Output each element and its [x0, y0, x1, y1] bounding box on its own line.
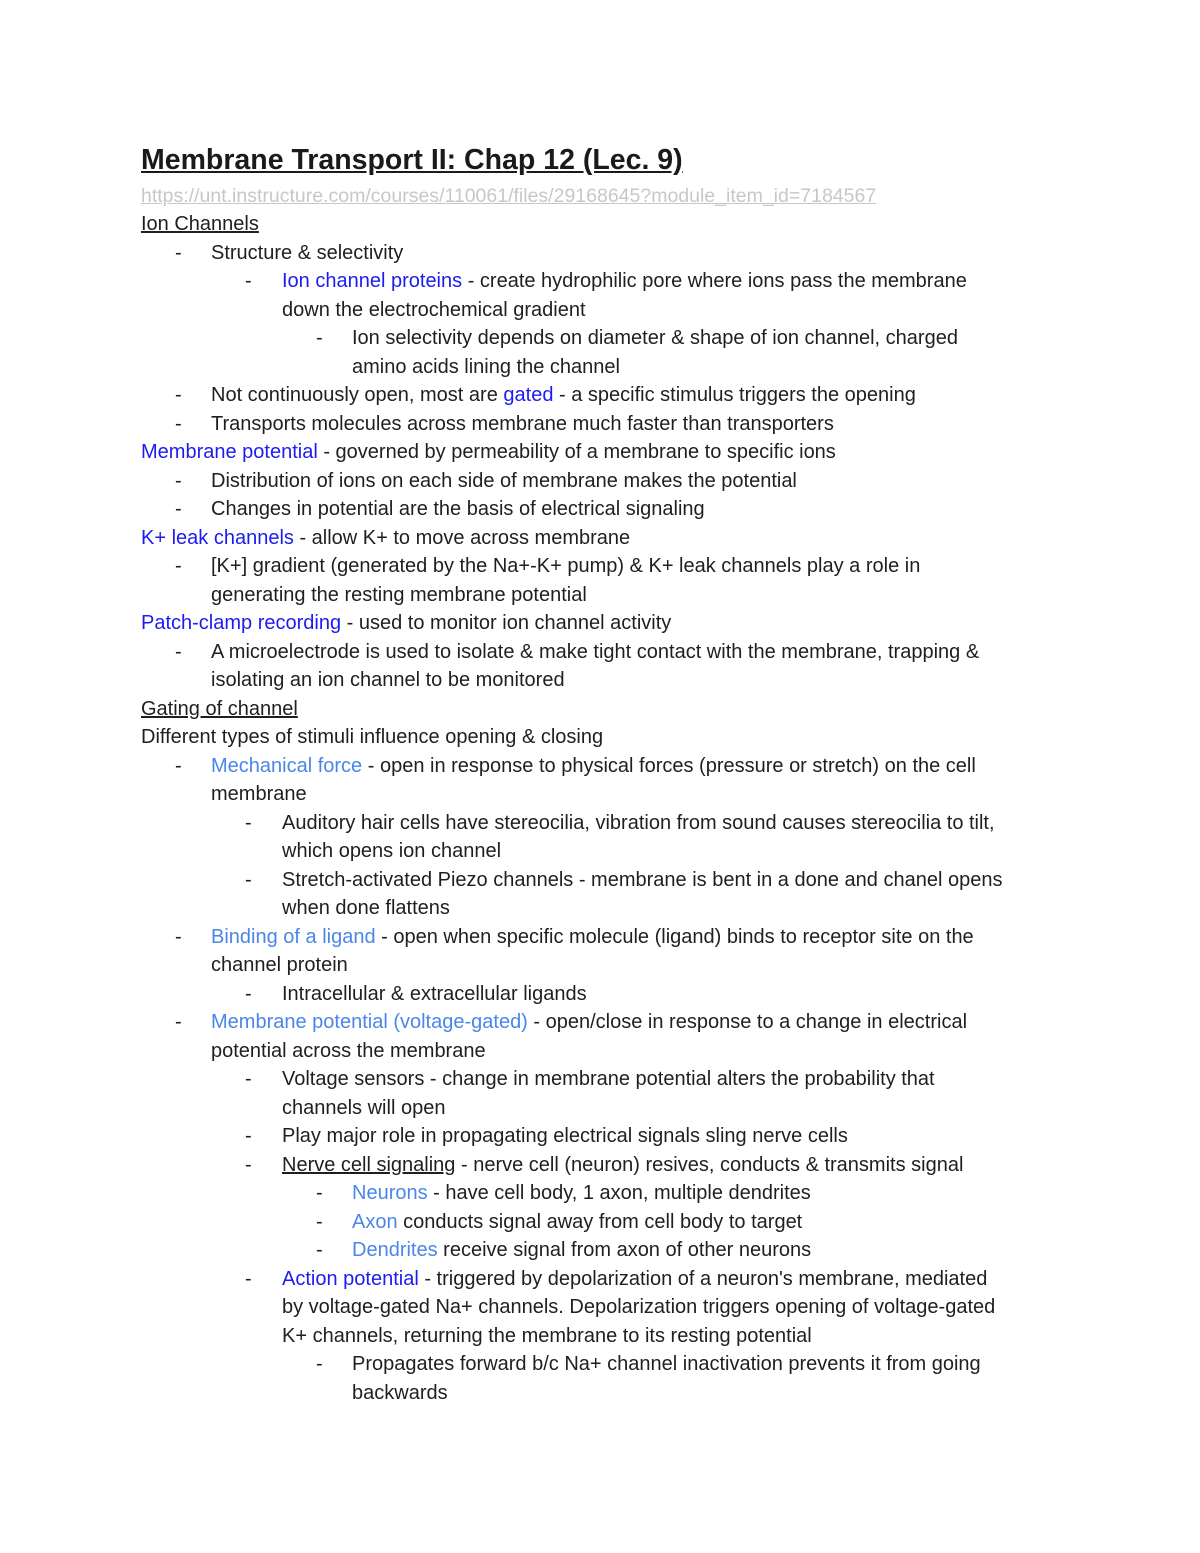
bullet-item — [245, 980, 587, 1008]
key-term: Patch-clamp recording — [141, 612, 342, 634]
text-segment: channel protein — [211, 954, 348, 976]
text-segment: Transports molecules across membrane much faster than transporters — [211, 412, 834, 435]
bullet-item — [245, 1065, 935, 1093]
continuation-line — [282, 1094, 445, 1122]
key-term: gated — [503, 384, 554, 406]
bullet-item — [245, 809, 995, 837]
bullet-item — [316, 324, 958, 352]
bullet-dash: - — [175, 925, 182, 948]
bullet-dash: - — [245, 1267, 252, 1290]
bullet-dash: - — [175, 412, 182, 435]
bullet-dash: - — [316, 327, 323, 349]
bullet-item — [316, 1208, 803, 1236]
bullet-dash: - — [175, 1011, 182, 1033]
key-term: Dendrites — [352, 1239, 438, 1261]
key-term: Action potential — [282, 1267, 419, 1290]
bullet-item — [316, 1236, 812, 1264]
bullet-dash: - — [245, 1153, 252, 1176]
bullet-dash: - — [245, 1068, 252, 1090]
bullet-dash: - — [175, 469, 182, 492]
text-segment: Propagates forward b/c Na+ channel inactivation prevents it from going — [352, 1353, 981, 1375]
bullet-item — [316, 1179, 811, 1207]
text-segment: A microelectrode is used to isolate & make tight contact with the membrane, trapping & — [211, 640, 980, 663]
continuation-line — [282, 1293, 995, 1321]
bullet-dash: - — [175, 640, 182, 663]
text-segment: Auditory hair cells have stereocilia, vibration from sound causes stereocilia to tilt, — [282, 811, 995, 834]
text-segment: - open/close in response to a change in electrical — [527, 1011, 968, 1033]
bullet-dash: - — [245, 270, 252, 292]
bullet-item — [175, 467, 797, 495]
text-segment: conducts signal away from cell body to target — [397, 1210, 803, 1233]
text-segment: - triggered by depolarization of a neuron's membrane, mediated — [418, 1267, 988, 1290]
text-segment: Voltage sensors - change in membrane potential alters the probability that — [282, 1068, 935, 1090]
continuation-line — [211, 951, 348, 979]
bullet-item — [245, 1151, 964, 1179]
bullet-dash: - — [175, 498, 182, 520]
text-segment: - open when specific molecule (ligand) binds to receptor site on the — [375, 925, 974, 948]
text-segment: channels will open — [282, 1096, 446, 1119]
text-segment: Changes in potential are the basis of electrical signaling — [211, 498, 705, 520]
text-line — [141, 695, 298, 723]
key-term: Membrane potential (voltage-gated) — [211, 1011, 528, 1033]
section-heading: Gating of channel — [141, 697, 298, 720]
bullet-item — [245, 267, 967, 295]
continuation-line — [352, 1379, 448, 1407]
continuation-line — [211, 666, 565, 694]
continuation-line — [282, 837, 501, 865]
bullet-dash: - — [316, 1210, 323, 1233]
text-segment: K+ channels, returning the membrane to its resting potential — [282, 1324, 812, 1347]
key-term: Axon — [352, 1210, 398, 1233]
bullet-dash: - — [175, 384, 182, 406]
source-link[interactable]: https://unt.instructure.com/courses/110061/files/29168645?module_item_id=7184567 — [141, 185, 877, 207]
text-segment: - have cell body, 1 axon, multiple dendrites — [427, 1182, 811, 1204]
text-line — [141, 723, 603, 751]
text-segment: - used to monitor ion channel activity — [341, 612, 672, 634]
text-segment: which opens ion channel — [282, 840, 502, 862]
text-segment: - governed by permeability of a membrane to specific ions — [317, 441, 836, 463]
text-segment: potential across the membrane — [211, 1039, 486, 1062]
continuation-line — [282, 894, 450, 922]
bullet-dash: - — [175, 241, 182, 264]
key-term: K+ leak channels — [141, 526, 294, 549]
bullet-item — [175, 752, 976, 780]
bullet-item — [245, 1265, 988, 1293]
bullet-item — [245, 866, 1003, 894]
key-term: Ion channel proteins — [282, 270, 463, 292]
text-line — [141, 210, 259, 238]
text-segment: when done flattens — [282, 897, 450, 919]
section-heading: Nerve cell signaling — [282, 1153, 456, 1176]
text-line — [141, 438, 836, 466]
text-segment: Distribution of ions on each side of membrane makes the potential — [211, 469, 797, 492]
bullet-item — [175, 381, 916, 409]
bullet-item — [175, 239, 404, 267]
text-segment: Ion selectivity depends on diameter & shape of ion channel, charged — [352, 327, 958, 349]
continuation-line — [282, 1322, 812, 1350]
text-segment: by voltage-gated Na+ channels. Depolarization triggers opening of voltage-gated — [282, 1296, 996, 1318]
bullet-dash: - — [245, 868, 252, 891]
text-segment: Not continuously open, most are — [211, 384, 504, 406]
text-segment: down the electrochemical gradient — [282, 298, 586, 321]
bullet-dash: - — [175, 555, 182, 577]
bullet-item — [175, 638, 980, 666]
continuation-line — [282, 296, 586, 324]
text-segment: generating the resting membrane potential — [211, 583, 587, 606]
bullet-item — [175, 410, 834, 438]
text-segment: Intracellular & extracellular ligands — [282, 982, 587, 1005]
text-segment: Different types of stimuli influence opening & closing — [141, 726, 604, 748]
bullet-dash: - — [316, 1353, 323, 1375]
bullet-item — [316, 1350, 981, 1378]
bullet-dash: - — [245, 811, 252, 834]
bullet-dash: - — [316, 1239, 323, 1261]
page-title: Membrane Transport II: Chap 12 (Lec. 9) — [141, 144, 683, 176]
bullet-item — [175, 495, 705, 523]
text-segment: Play major role in propagating electrical signals sling nerve cells — [282, 1125, 848, 1147]
text-segment: receive signal from axon of other neurons — [437, 1239, 812, 1261]
key-term: Binding of a ligand — [211, 925, 376, 948]
key-term: Membrane potential — [141, 441, 318, 463]
text-segment: backwards — [352, 1381, 448, 1404]
bullet-dash: - — [316, 1182, 323, 1204]
text-segment: - create hydrophilic pore where ions pass the membrane — [462, 270, 967, 292]
text-segment: - open in response to physical forces (pressure or stretch) on the cell — [362, 754, 976, 777]
section-heading: Ion Channels — [141, 213, 259, 235]
continuation-line — [211, 1037, 486, 1065]
bullet-dash: - — [245, 982, 252, 1005]
bullet-item — [175, 552, 921, 580]
text-segment: - a specific stimulus triggers the opening — [553, 384, 916, 406]
text-line — [141, 609, 671, 637]
bullet-item — [175, 923, 974, 951]
text-segment: membrane — [211, 783, 307, 805]
text-segment: amino acids lining the channel — [352, 355, 620, 378]
bullet-item — [175, 1008, 968, 1036]
bullet-item — [245, 1122, 848, 1150]
text-segment: Stretch-activated Piezo channels - membrane is bent in a done and chanel opens — [282, 868, 1003, 891]
bullet-dash: - — [245, 1125, 252, 1147]
text-segment: - nerve cell (neuron) resives, conducts & transmits signal — [455, 1153, 964, 1176]
continuation-line — [211, 780, 307, 808]
key-term: Neurons — [352, 1182, 428, 1204]
text-line — [141, 524, 630, 552]
continuation-line — [211, 581, 587, 609]
text-segment: isolating an ion channel to be monitored — [211, 669, 565, 691]
text-segment: Structure & selectivity — [211, 241, 404, 264]
bullet-dash: - — [175, 754, 182, 777]
key-term: Mechanical force — [211, 754, 363, 777]
continuation-line — [352, 353, 620, 381]
text-segment: [K+] gradient (generated by the Na+-K+ pump) & K+ leak channels play a role in — [211, 555, 921, 577]
text-segment: - allow K+ to move across membrane — [293, 526, 631, 549]
